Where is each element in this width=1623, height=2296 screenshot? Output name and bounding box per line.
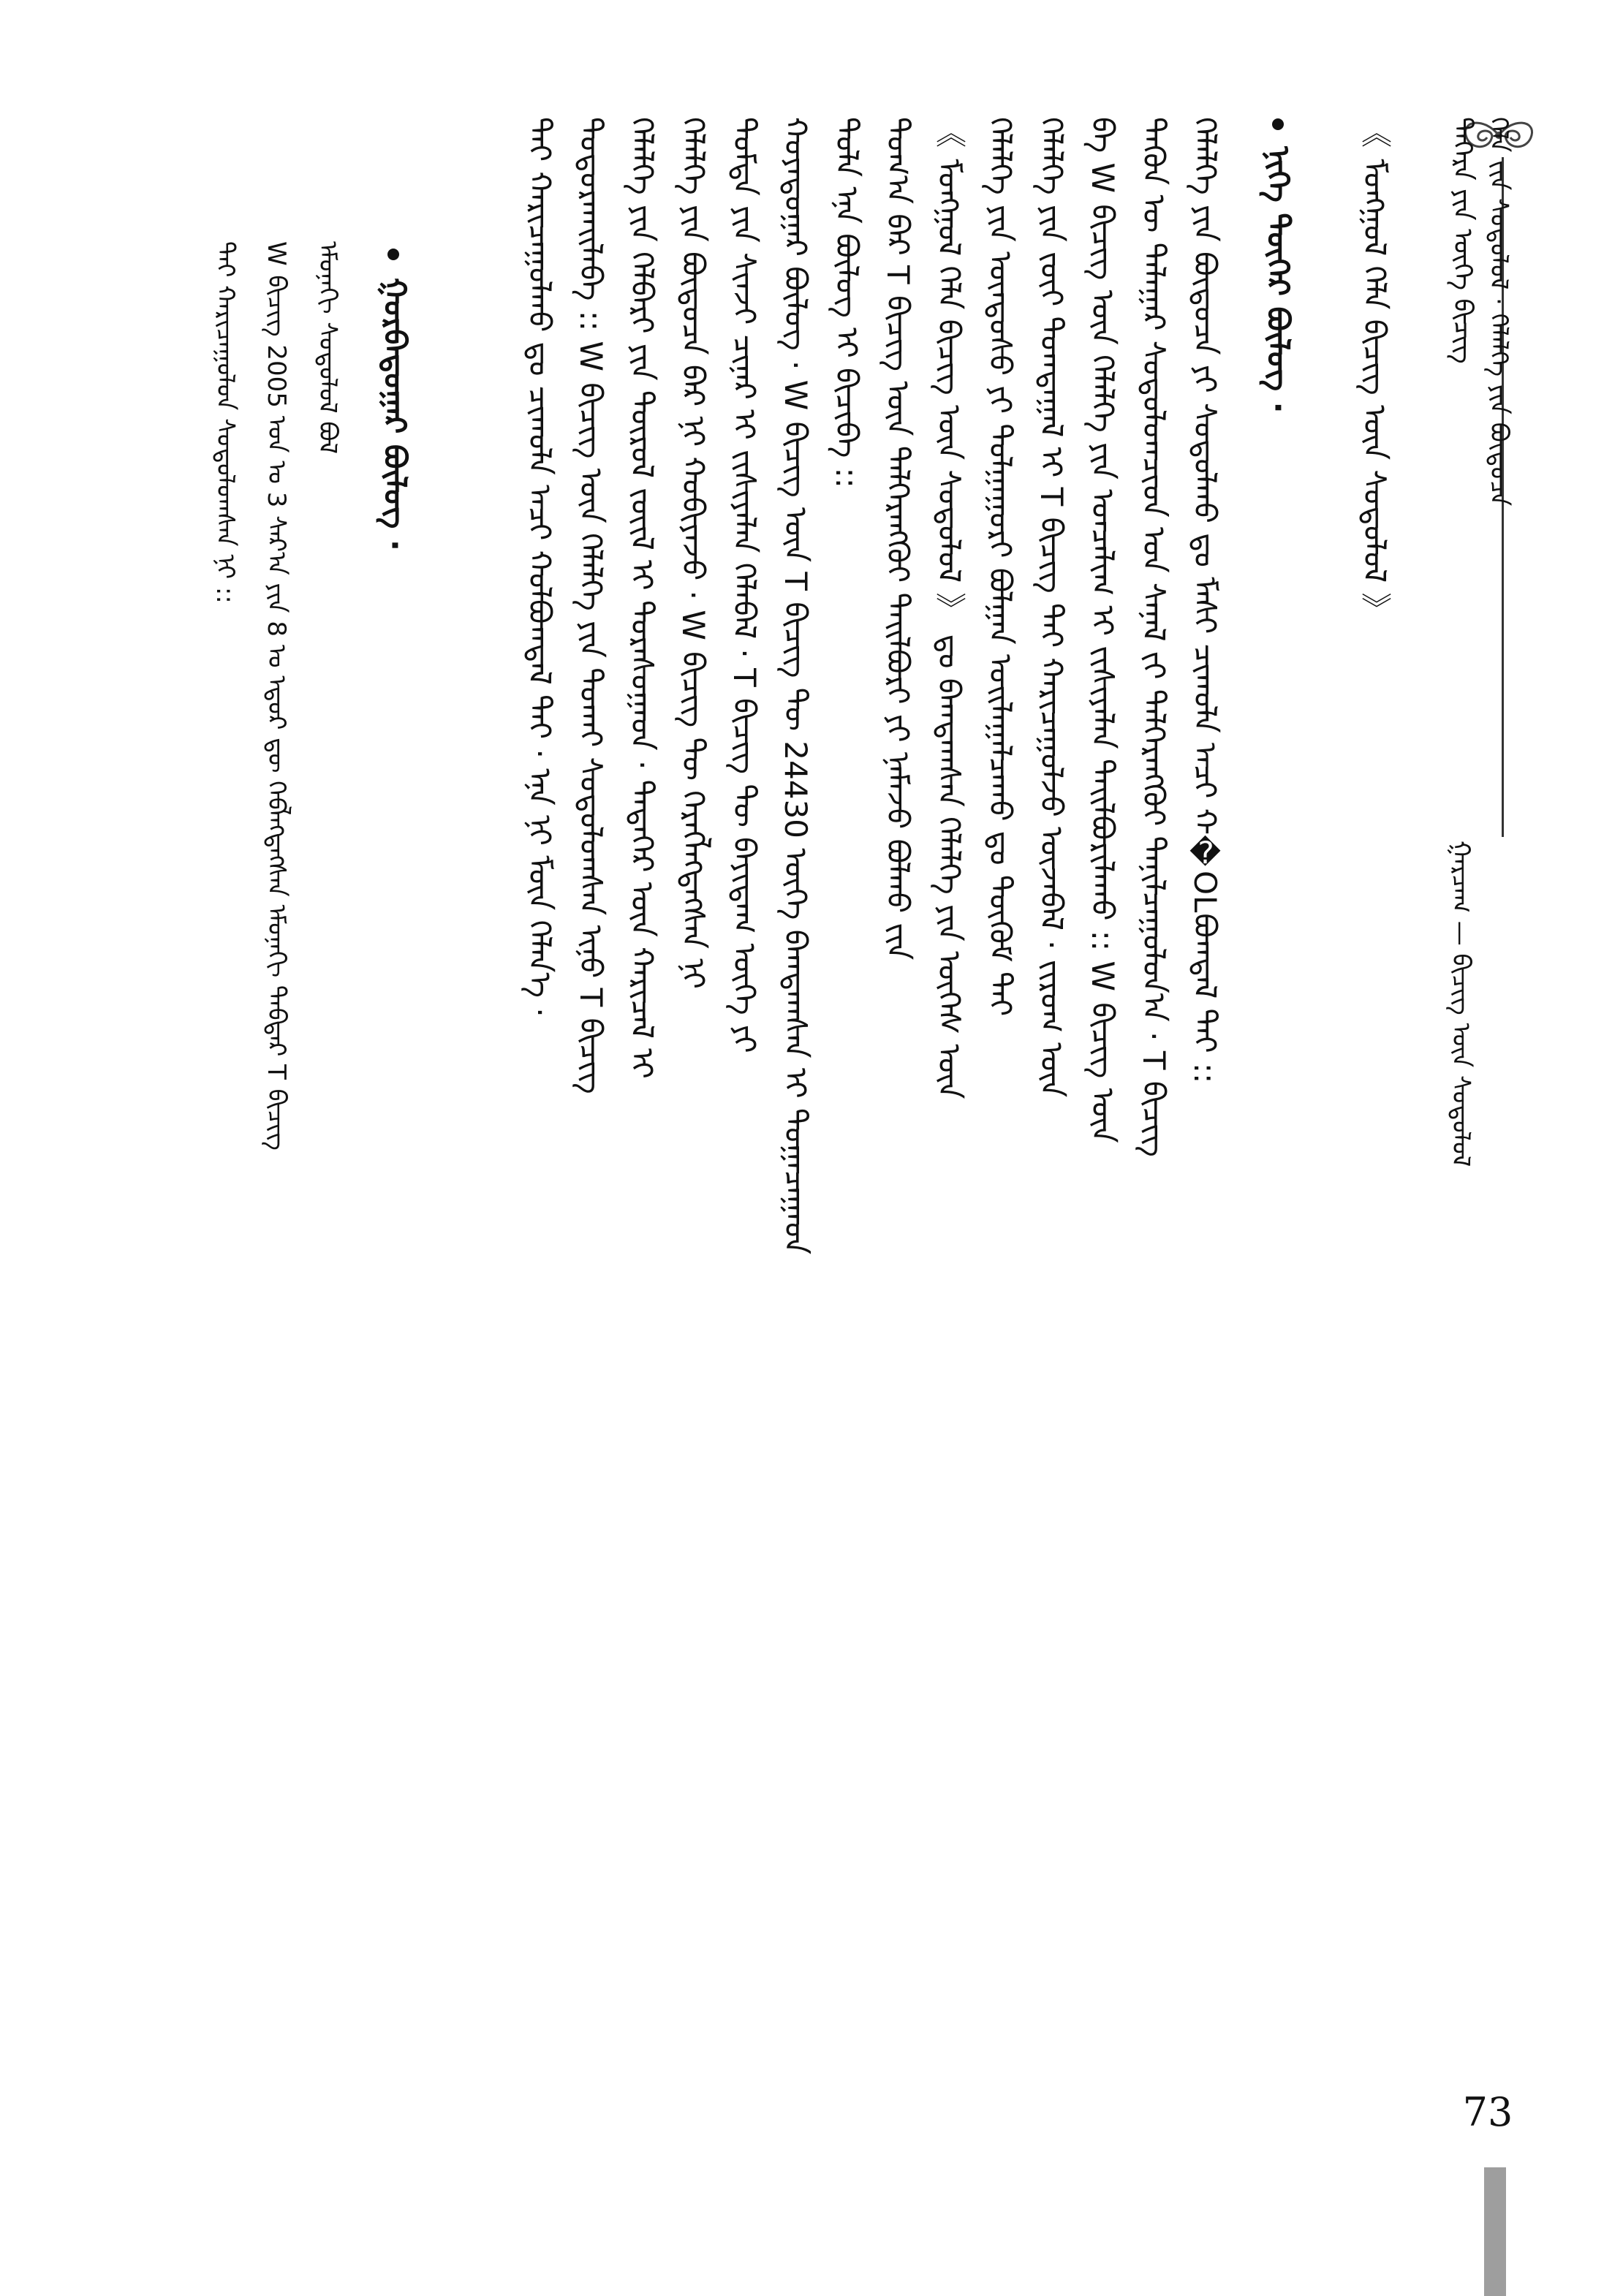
text-column-11: ᠲᠤᠯᠠ ᠡᠨᠡ ᠪᠦᠯᠦᠭ ᠢ ᠪᠢᠴᠢᠪᠡ :: bbox=[829, 117, 865, 488]
text-column-19: W ᠪᠢᠴᠢᠭ 2005 ᠣᠨ ᠤ 3 ᠰᠠᠷ᠎ᠠ ᠶᠢᠨ 8 ᠤ ᠡᠳᠦᠷ ᠳᠦ ᠬᠡᠪᠯᠡᠭᠳᠡᠭᠰᠡᠨ ᠡᠮᠦᠨᠡᠬᠢ ᠳᠡᠪᠲᠡᠷ T ᠪᠢᠴᠢᠭ bbox=[262, 241, 291, 1151]
text-column-4: ᠬᠡᠯᠡᠯᠭᠡ ᠶᠢᠨ ᠪᠦᠲᠦᠴᠡ ᠶᠢ ᠰᠤᠳᠤᠯᠬᠤ ᠳᠤ ᠮᠠᠰᠢ ᠴᠢᠬᠤᠯᠠ ᠠᠴᠢ ᠬ�OLᠪᠣᠭᠳᠠᠯ ᠲᠠᠢ :: bbox=[1187, 117, 1223, 1084]
text-column-20: ᠲᠡᠢ ᠬᠠᠷᠢᠴᠠᠭᠤᠯᠤᠨ ᠰᠤᠳᠤᠯᠤᠭᠰᠠᠨ ᠨᠢ :: bbox=[211, 241, 240, 604]
text-column-8: ᠬᠡᠯᠡᠯᠭᠡ ᠶᠢᠨ ᠦᠨᠳᠦᠰᠦ ᠶᠢ ᠲᠤᠯᠭᠠᠭᠤᠷᠢ ᠪᠣᠯᠭᠠᠨ ᠣᠢᠯᠠᠭᠠᠯᠴᠠᠬᠤ ᠳᠤ ᠳᠥᠭᠥᠮ ᠲᠠᠢ bbox=[983, 117, 1018, 1017]
text-column-5: ᠲᠡᠭᠦᠨ ᠦ ᠲᠠᠯᠠᠭᠠᠷ ᠰᠤᠳᠤᠯᠤᠭᠴᠢᠳ ᠤᠨ ᠰᠠᠨᠠᠯ ᠵᠢ ᠳᠡᠯᠭᠡᠷᠡᠩᠭᠦᠢ ᠲᠠᠨᠢᠯᠴᠠᠭᠤᠯᠤᠨ᠎ᠠ · T ᠪᠢᠴᠢᠭ bbox=[1136, 117, 1172, 1157]
text-column-2: ᠳᠡᠭᠡᠷᠡ ᠶᠢᠨ ᠦᠭᠡ ᠪᠢᠴᠢᠭ bbox=[1448, 117, 1478, 364]
running-header: ᠭᠠᠷᠴᠠᠭ — ᠪᠢᠴᠢᠭ ᠦᠨ ᠰᠤᠳᠤᠯᠤᠯ bbox=[1446, 841, 1475, 1167]
text-column-7: ᠬᠡᠯᠡᠯᠭᠡ ᠶᠢᠨ ᠵᠦᠢ ᠲᠣᠭᠲᠠᠭᠠᠯ ᠢ T ᠪᠢᠴᠢᠭ ᠲᠡᠢ ᠬᠠᠷᠢᠴᠠᠭᠤᠯᠵᠤ ᠦᠵᠡᠪᠡᠯ · ᠵᠢᠷᠤᠭ ᠦᠨ bbox=[1034, 117, 1070, 1098]
section-bullet-1 bbox=[1272, 118, 1284, 130]
text-column-12: ᠬᠣᠶᠠᠳᠤᠭᠠᠷ ᠪᠦᠯᠦᠭ · W ᠪᠢᠴᠢᠭ ᠦᠨ T ᠪᠢᠴᠢᠭ ᠲᠦ 24430 ᠦᠭᠡ ᠪᠠᠭᠲᠠᠭᠰᠠᠨ ᠢ ᠲᠣᠭᠠᠴᠠᠭᠠᠳ bbox=[778, 117, 814, 1254]
text-column-15: ᠬᠡᠯᠡᠯᠭᠡ ᠶᠢᠨ ᠬᠡᠯᠪᠡᠷᠢ ᠶᠢᠨ ᠲᠥᠷᠥᠯ ᠵᠦᠢᠯ ᠢ ᠳᠤᠷᠠᠰᠤᠭᠠᠳ · ᠲᠡᠳᠡᠭᠡᠷ ᠦᠨ ᠬᠠᠷᠢᠴᠠᠯ ᠢ bbox=[624, 117, 660, 1079]
text-column-13: ᠳᠤᠮᠳᠠ ᠶᠢᠨ ᠰᠢᠨᠵᠢ ᠴᠢᠨᠠᠷ ᠢ ᠵᠢᠱᠢᠶᠡᠯᠡᠨ ᠬᠡᠯᠡᠪᠡᠯ · T ᠪᠢᠴᠢᠭ ᠲᠦ ᠪᠠᠶᠢᠳᠠᠭ ᠦᠭᠡ ᠶᠢ bbox=[727, 117, 763, 1053]
text-column-16: ᠲᠣᠳᠣᠷᠬᠠᠢᠯᠠᠪᠠ :: W ᠪᠢᠴᠢᠭ ᠦᠨ ᠬᠡᠯᠡᠯᠭᠡ ᠶᠢᠨ ᠲᠤᠬᠠᠢ ᠰᠤᠳᠤᠯᠤᠭᠰᠠᠨ ᠢᠨᠦ T ᠪᠢᠴᠢᠭ bbox=[573, 117, 609, 1094]
text-column-9: 《 ᠮᠣᠩᠭᠣᠯ ᠬᠡᠯᠡ ᠪᠢᠴᠢᠭ ᠦᠨ ᠰᠤᠳᠤᠯᠤᠯ 》 ᠳᠤ ᠪᠠᠭᠲᠠᠭᠰᠠᠨ ᠬᠡᠯᠡᠯᠭᠡ ᠶᠢᠨ ᠦᠭᠡᠰ ᠦᠨ bbox=[931, 117, 967, 1099]
section-bullet-2 bbox=[387, 249, 399, 260]
text-column-3: 《 ᠮᠣᠩᠭᠣᠯ ᠬᠡᠯᠡ ᠪᠢᠴᠢᠭ ᠦᠨ ᠰᠤᠳᠤᠯᠤᠯ 》 bbox=[1357, 117, 1393, 624]
text-column-10: ᠲᠣᠭ᠎ᠠ ᠪᠡᠷ T ᠪᠢᠴᠢᠭ ᠦᠨ ᠳᠡᠯᠭᠡᠷᠡᠩᠭᠦᠢ ᠲᠠᠢᠯᠪᠤᠷᠢ ᠶᠢ ᠨᠡᠮᠡᠵᠦ ᠪᠣᠯᠬᠤ ᠵᠢᠨ bbox=[880, 117, 916, 961]
page-number: 73 bbox=[1462, 2089, 1513, 2135]
section-heading-1: ᠨᠢᠭᠡ ᠳᠦᠭᠡᠷ ᠪᠦᠯᠦᠭ · bbox=[1260, 146, 1296, 414]
text-column-6: ᠪᠠ W ᠪᠢᠴᠢᠭ ᠦᠨ ᠬᠡᠯᠡᠯᠭᠡ ᠶᠢᠨ ᠣᠨᠴᠠᠯᠢᠭ ᠢ ᠵᠢᠱᠢᠶᠡᠯᠡᠨ ᠲᠠᠢᠯᠪᠤᠷᠢᠯᠠᠬᠤ :: W ᠪᠢᠴᠢᠭ ᠦᠨ bbox=[1085, 117, 1121, 1143]
text-column-18: ᠡᠮᠦᠨᠡᠬᠢ ᠰᠤᠳᠤᠯᠤᠯ ᠪᠣᠯ bbox=[313, 241, 342, 455]
text-column-17: ᠲᠡᠢ ᠬᠠᠷᠢᠴᠠᠭᠤᠯᠬᠤ ᠳᠤ ᠴᠢᠬᠤᠯᠠ ᠠᠴᠢ ᠬᠣᠯᠪᠣᠭᠳᠠᠯ ᠲᠠᠢ · ᠡᠨᠡ ᠨᠢ ᠮᠥᠨ ᠬᠡᠯᠡᠨ᠎ᠡ · bbox=[522, 117, 558, 1018]
text-column-1: ᠬᠡᠯᠡ ᠵᠢᠨ ᠰᠤᠳᠤᠯᠤᠯ · ᠬᠡᠯᠡᠯᠭᠡ ᠶᠢᠨ ᠪᠦᠲᠦᠴᠡ bbox=[1484, 117, 1513, 507]
text-column-14: ᠬᠡᠯᠡᠯᠭᠡ ᠶᠢᠨ ᠪᠦᠲᠦᠴᠡ ᠪᠡᠷ ᠨᠢ ᠬᠤᠪᠢᠶᠠᠵᠤ · W ᠪᠢᠴᠢᠭ ᠲᠦ ᠬᠡᠷᠡᠭᠯᠡᠭᠳᠡᠭᠰᠡᠨ ᠨᠢ bbox=[676, 117, 711, 989]
side-tab bbox=[1484, 2167, 1506, 2296]
section-heading-2: ᠭᠤᠷᠪᠠᠳᠤᠭᠠᠷ ᠪᠦᠯᠦᠭ · bbox=[377, 278, 413, 551]
